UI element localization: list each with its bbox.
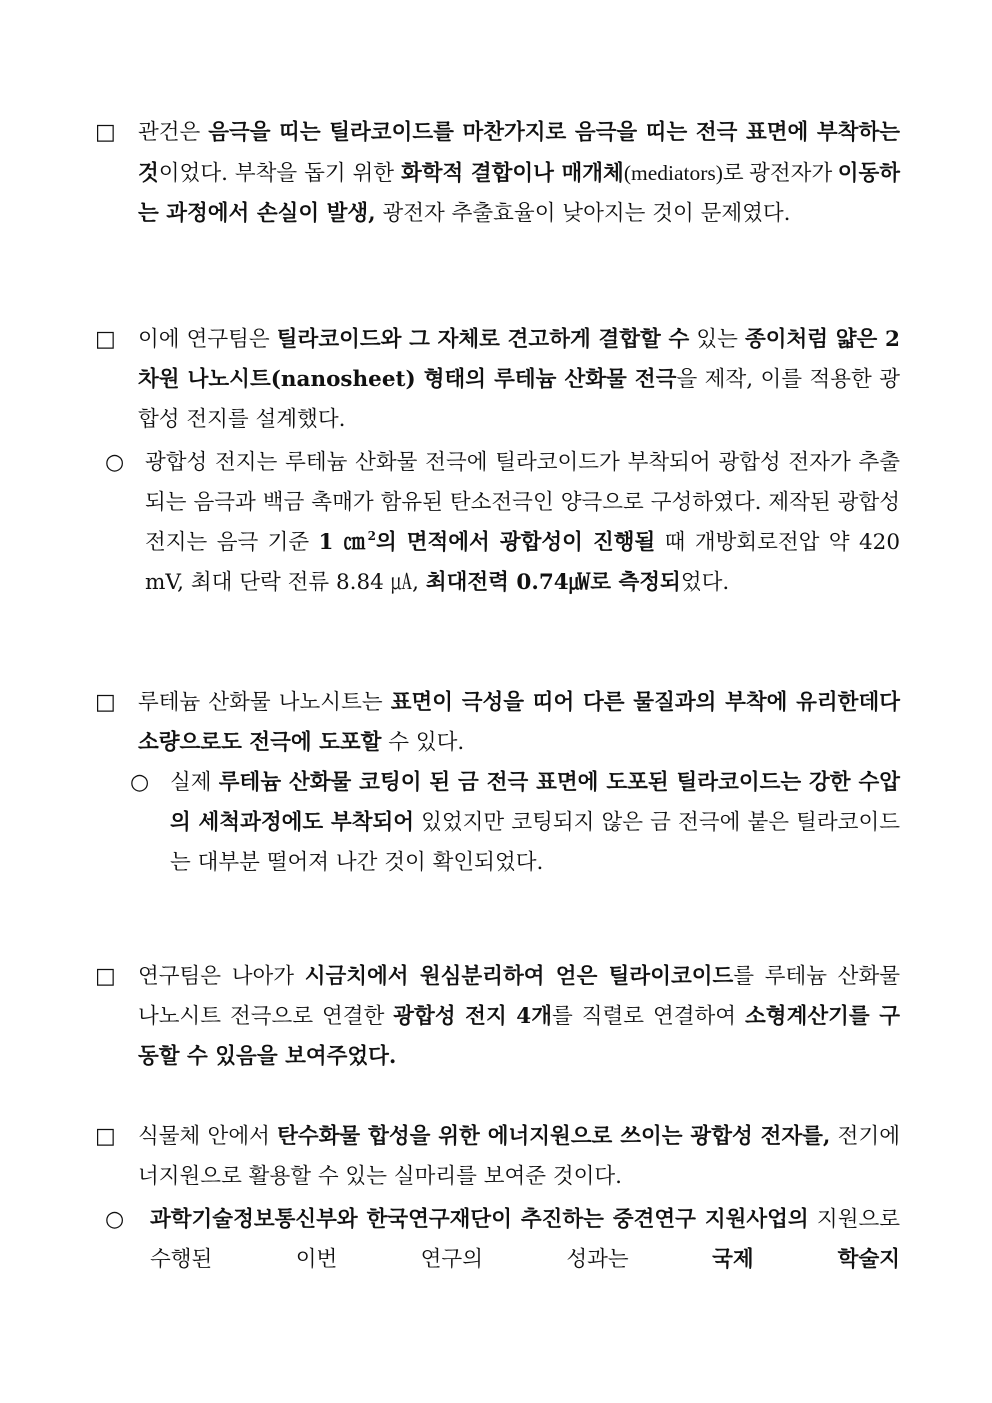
paragraph-nanosheet (95, 683, 900, 763)
circle-bullet: ○ (130, 770, 150, 795)
paragraph-text: 이에 연구팀은 틸라코이드와 그 자체로 견고하게 결합할 수 있는 종이처럼 얇은 2차원 나노시트(nanosheet) 형태의 루테늄 산화물 전극을 제작, 이를 적용한 광합성 전지를 설계했다. (138, 327, 901, 432)
square-bullet: □ (95, 690, 116, 715)
paragraph-text: 식물체 안에서 탄수화물 합성을 위한 에너지원으로 쓰이는 광합성 전자를, 전기에너지원으로 활용할 수 있는 실마리를 보여준 것이다. (138, 1124, 900, 1189)
paragraph-text: 연구팀은 나아가 시금치에서 원심분리하여 얻은 틸라이코이드를 루테늄 산화물 나노시트 전극으로 연결한 광합성 전지 4개를 직렬로 연결하여 소형계산기를 구동할 수 있음을 보여주었다. (138, 964, 901, 1069)
paragraph-key-issue (95, 113, 900, 234)
circle-bullet: ○ (105, 1207, 125, 1232)
paragraph-cell-structure (105, 443, 900, 603)
paragraph-text: 과학기술정보통신부와 한국연구재단이 추진하는 중견연구 지원사업의 지원으로 수행된 이번 연구의 성과는 국제 학술지 (150, 1207, 900, 1272)
square-bullet: □ (95, 120, 116, 145)
paragraph-text: 관건은 음극을 띠는 틸라코이드를 마찬가지로 음극을 띠는 전극 표면에 부착하는 것이었다. 부착을 돕기 위한 화학적 결합이나 매개체(mediators)로 광전자가 이동하는 과정에서 손실이 발생, 광전자 추출효율이 낮아지는 것이 문제였다. (138, 120, 900, 226)
paragraph-calculator (95, 957, 900, 1077)
square-bullet: □ (95, 1124, 116, 1149)
paragraph-text: 루테늄 산화물 나노시트는 표면이 극성을 띠어 다른 물질과의 부착에 유리한데다 소량으로도 전극에 도포할 수 있다. (138, 690, 900, 755)
paragraph-text: 광합성 전지는 루테늄 산화물 전극에 틸라코이드가 부착되어 광합성 전자가 추출되는 음극과 백금 촉매가 함유된 탄소전극인 양극으로 구성하였다. 제작된 광합성 전지는 음극 기준 1 ㎝$^2$의 면적에서 광합성이 진행될 때 개방회로전압 약 420 mV, 최대 단락 전류 8.84 ㎂, 최대전력 0.74㎼로 측정되었다. (145, 450, 901, 595)
square-bullet: □ (95, 327, 116, 352)
paragraph-experiment (130, 763, 900, 883)
paragraph-significance (95, 1117, 900, 1197)
paragraph-text: 실제 루테늄 산화물 코팅이 된 금 전극 표면에 도포된 틸라코이드는 강한 수압의 세척과정에도 부착되어 있었지만 코팅되지 않은 금 전극에 붙은 틸라코이드는 대부분 떨어져 나간 것이 확인되었다. (170, 770, 900, 875)
paragraph-funding (105, 1200, 900, 1280)
paragraph-research-team (95, 320, 900, 440)
circle-bullet: ○ (105, 450, 125, 475)
square-bullet: □ (95, 964, 116, 989)
